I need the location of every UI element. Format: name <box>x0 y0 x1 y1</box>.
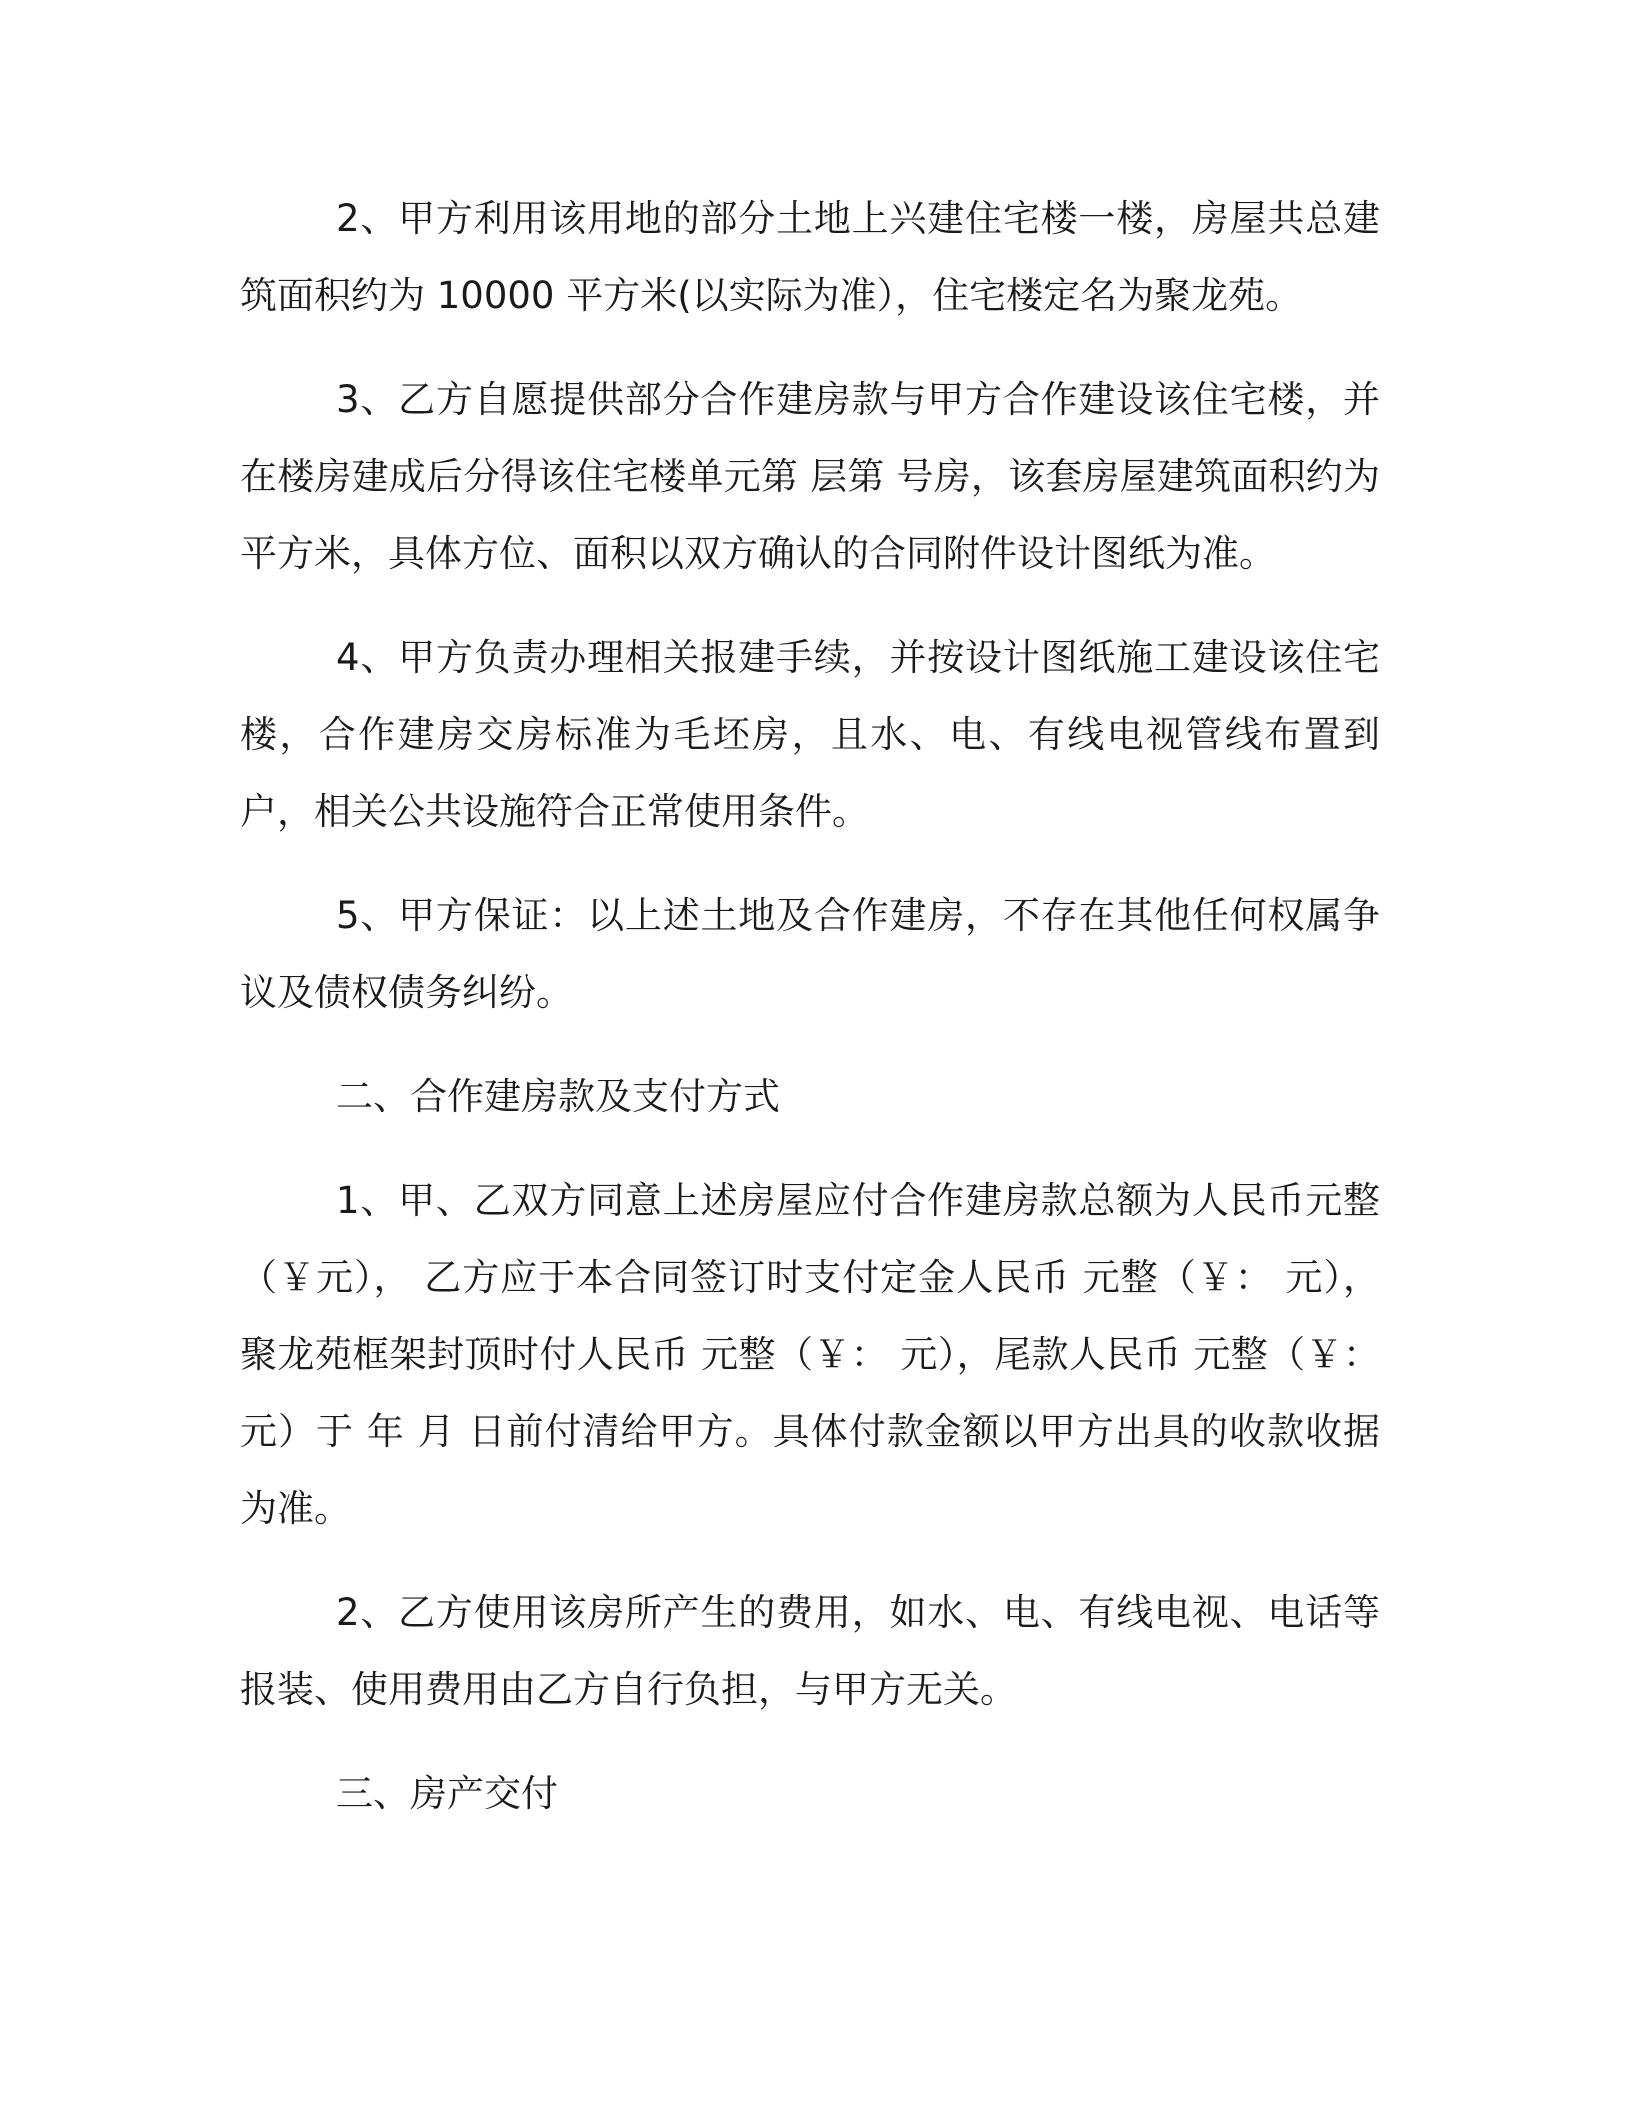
clause-1-payment-amount: 1、甲、乙双方同意上述房屋应付合作建房款总额为人民币元整（￥元）， 乙方应于本合同签订时支付定金人民币 元整（￥： 元），聚龙苑框架封顶时付人民币 元整（￥： 元），尾款人民币 元整（￥：元）于 年 月 日前付清给甲方。具体付款金额以甲方出具的收款收据为准。 <box>240 1179 1380 1530</box>
clause-2-building: 2、甲方利用该用地的部分土地上兴建住宅楼一楼，房屋共总建筑面积约为 10000 平方米(以实际为准），住宅楼定名为聚龙苑。 <box>240 197 1380 317</box>
clause-4-construction: 4、甲方负责办理相关报建手续，并按设计图纸施工建设该住宅楼，合作建房交房标准为毛坯房，且水、电、有线电视管线布置到户，相关公共设施符合正常使用条件。 <box>240 636 1380 833</box>
section-heading-payment: 二、合作建房款及支付方式 <box>336 1075 780 1118</box>
section-heading-delivery: 三、房产交付 <box>336 1772 558 1815</box>
clause-3-unit-allocation: 3、乙方自愿提供部分合作建房款与甲方合作建设该住宅楼，并在楼房建成后分得该住宅楼单元第 层第 号房，该套房屋建筑面积约为 平方米，具体方位、面积以双方确认的合同附件设计图纸为准。 <box>240 378 1380 575</box>
document-page <box>240 180 1380 1859</box>
clause-5-guarantee: 5、甲方保证：以上述土地及合作建房，不存在其他任何权属争议及债权债务纠纷。 <box>240 894 1380 1014</box>
clause-2-fees: 2、乙方使用该房所产生的费用，如水、电、有线电视、电话等报装、使用费用由乙方自行负担，与甲方无关。 <box>240 1591 1380 1711</box>
